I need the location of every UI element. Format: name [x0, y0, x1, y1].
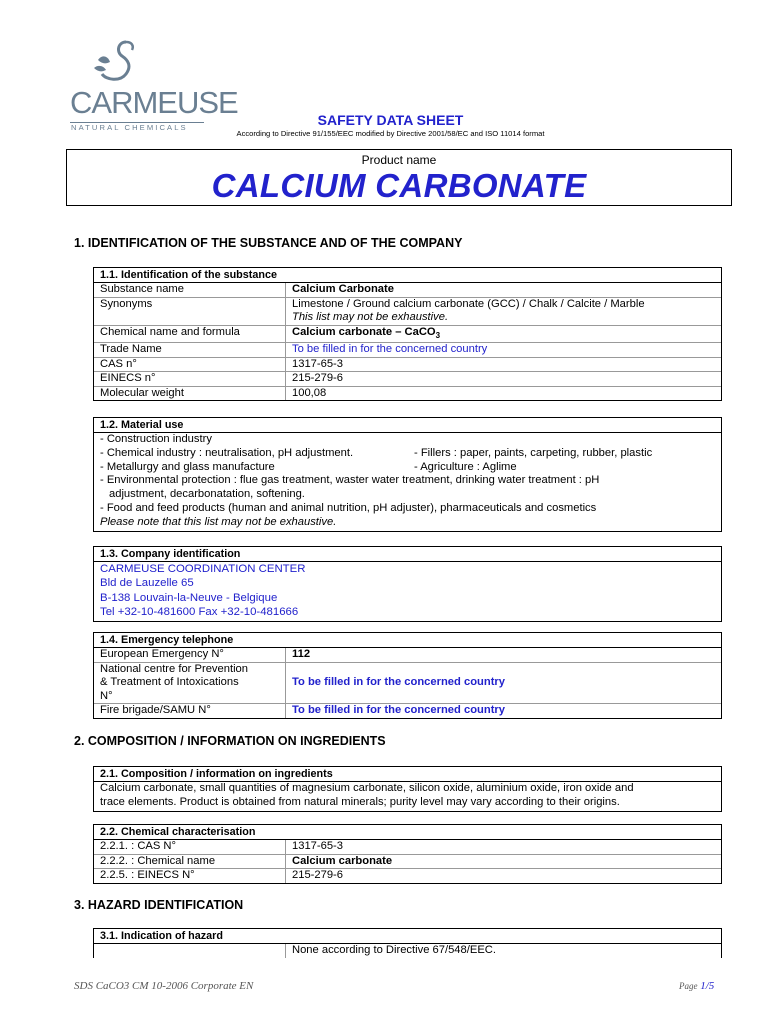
- characterisation-table: [94, 840, 721, 883]
- section-3-heading: 3. HAZARD IDENTIFICATION: [74, 898, 244, 912]
- section-2-1-header: 2.1. Composition / information on ingredients: [94, 767, 721, 782]
- table-row: Trade Name To be filled in for the concerned country: [94, 343, 721, 358]
- table-row: 2.2.1. : CAS N° 1317-65-3: [94, 840, 721, 854]
- brand-wordmark: CARMEUSE: [70, 85, 238, 120]
- table-row: EINECS n° 215-279-6: [94, 372, 721, 387]
- section-1-2-box: [93, 417, 722, 532]
- product-name: CALCIUM CARBONATE: [211, 167, 587, 204]
- table-row: Synonyms Limestone / Ground calcium carbonate (GCC) / Chalk / Calcite / Marble This list may not be exhaustive.: [94, 297, 721, 325]
- table-row: Molecular weight 100,08: [94, 386, 721, 400]
- hazard-table: [94, 944, 721, 958]
- footer-page-number: Page 1/5: [679, 980, 715, 992]
- table-row: European Emergency N° 112: [94, 648, 721, 662]
- section-1-heading: 1. IDENTIFICATION OF THE SUBSTANCE AND OF THE COMPANY: [74, 236, 463, 250]
- brand-tagline: NATURAL CHEMICALS: [71, 123, 188, 132]
- section-2-2-box: [93, 824, 722, 884]
- document-subtitle: According to Directive 91/155/EEC modified by Directive 2001/58/EC and ISO 11014 format: [236, 129, 545, 138]
- section-1-1-box: [93, 267, 722, 401]
- company-address: CARMEUSE COORDINATION CENTER Bld de Lauzelle 65 B-138 Louvain-la-Neuve - Belgique Tel +32-10-481600 Fax +32-10-481666: [100, 563, 306, 619]
- footer-document-id: SDS CaCO3 CM 10-2006 Corporate EN: [74, 980, 254, 992]
- table-row: None according to Directive 67/548/EEC.: [94, 944, 721, 958]
- section-1-1-header: 1.1. Identification of the substance: [94, 268, 721, 283]
- table-row: CAS n° 1317-65-3: [94, 357, 721, 372]
- section-3-1-box: [93, 928, 722, 958]
- table-row: 2.2.2. : Chemical name Calcium carbonate: [94, 854, 721, 869]
- table-row: Fire brigade/SAMU N° To be filled in for the concerned country: [94, 704, 721, 718]
- material-use-list: - Construction industry - Chemical industry : neutralisation, pH adjustment. - Fillers : paper, paints, carpeting, rubber, plastic - Metallurgy and glass manufacture - Agriculture : Aglime - Environmental protection : flue gas treatment, waster water treatment, drinking water treatment : pH adjustment, decarbonatation, softening. - Food and feed products (human and animal nutrition, pH adjuster), pharmaceuticals and cosmetics Please note that this list may not be exhaustive.: [100, 433, 653, 528]
- section-2-1-box: [93, 766, 722, 812]
- product-name-box: [66, 149, 732, 206]
- substance-table: [94, 283, 721, 400]
- product-name-label: Product name: [361, 153, 437, 167]
- section-3-1-header: 3.1. Indication of hazard: [94, 929, 721, 944]
- composition-text: Calcium carbonate, small quantities of magnesium carbonate, silicon oxide, aluminium oxide, iron oxide and trace elements. Product is obtained from natural minerals; purity level may vary according to their origins.: [100, 782, 634, 808]
- table-row: 2.2.5. : EINECS N° 215-279-6: [94, 869, 721, 883]
- section-1-3-header: 1.3. Company identification: [94, 547, 721, 562]
- section-1-3-box: [93, 546, 722, 622]
- table-row: Substance name Calcium Carbonate: [94, 283, 721, 297]
- table-row: Chemical name and formula Calcium carbonate – CaCO$_3$: [94, 325, 721, 343]
- swan-emblem-icon: [88, 38, 148, 86]
- emergency-table: [94, 648, 721, 718]
- section-1-4-box: [93, 632, 722, 719]
- section-2-2-header: 2.2. Chemical characterisation: [94, 825, 721, 840]
- section-1-4-header: 1.4. Emergency telephone: [94, 633, 721, 648]
- section-1-2-header: 1.2. Material use: [94, 418, 721, 433]
- document-title: SAFETY DATA SHEET: [317, 112, 464, 128]
- table-row: National centre for Prevention & Treatment of Intoxications N° To be filled in for the concerned country: [94, 662, 721, 704]
- section-2-heading: 2. COMPOSITION / INFORMATION ON INGREDIENTS: [74, 734, 386, 748]
